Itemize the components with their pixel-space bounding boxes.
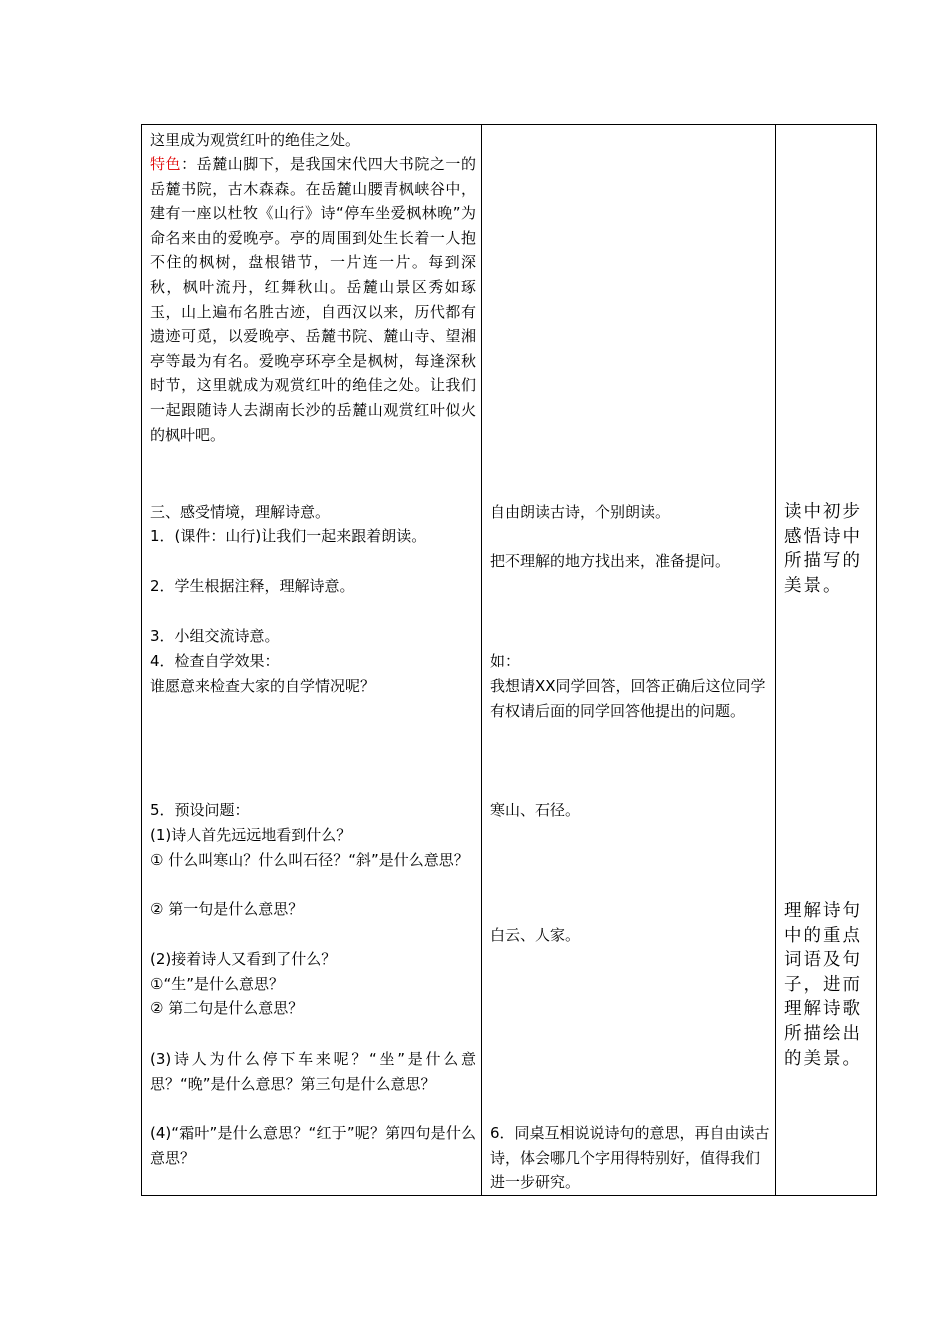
lesson-plan-table [141,124,877,1196]
feature-text: ：岳麓山脚下，是我国宋代四大书院之一的岳麓书院，古木森森。在岳麓山腰青枫峡谷中，建有一座以杜牧《山行》诗“停车坐爱枫林晚”为命名来由的爱晚亭。亭的周围到处生长着一人抱不住的枫树，盘根错节，一片连一片。每到深秋，枫叶流丹，红舞秋山。岳麓山景区秀如琢玉，山上遍布名胜古迹，自西汉以来，历代都有遗迹可觅，以爱晚亭、岳麓书院、麓山寺、望湘亭等最为有名。爱晚亭环亭全是枫树，每逢深秋时节，这里就成为观赏红叶的绝佳之处。让我们一起跟随诗人去湖南长沙的岳麓山观赏红叶似火的枫叶吧。 [150,155,476,444]
example-text: 我想请XX同学回答，回答正确后这位同学有权请后面的同学回答他提出的问题。 [490,677,766,720]
step-6: 6．同桌互相说说诗句的意思，再自由读古诗，体会哪几个字用得特别好，值得我们进一步研究。 [490,1124,770,1192]
question-2b: ② 第二句是什么意思？ [150,999,304,1017]
question-1: (1)诗人首先远远地看到什么？ [150,826,352,844]
question-3: (3)诗人为什么停下车来呢？“坐”是什么意思？“晚”是什么意思？第三句是什么意思？ [150,1050,476,1093]
section3-title: 三、感受情境，理解诗意。 [150,503,331,521]
design-intent-column [784,125,872,1195]
step-2: 2．学生根据注释，理解诗意。 [150,577,355,595]
question-1b: ② 第一句是什么意思？ [150,900,304,918]
step-1: 1．(课件：山行)让我们一起来跟着朗读。 [150,527,427,545]
intent-note-2: 理解诗句中的重点词语及句子，进而理解诗歌所描绘出的美景。 [784,901,862,1069]
intro-line: 这里成为观赏红叶的绝佳之处。 [150,131,361,149]
step-4-question: 谁愿意来检查大家的自学情况呢？ [150,677,376,695]
question-2a: ①“生”是什么意思？ [150,975,284,993]
step-5: 5．预设问题： [150,801,250,819]
column-divider-2 [775,125,776,1195]
answer-2: 白云、人家。 [490,926,581,944]
student-activity-column [490,125,774,1195]
feature-label: 特色 [150,155,182,173]
example-label: 如： [490,652,521,670]
step-4: 4．检查自学效果： [150,652,280,670]
intent-note-1: 读中初步感悟诗中所描写的美景。 [784,502,862,596]
column-divider-1 [481,125,482,1195]
answer-1: 寒山、石径。 [490,801,581,819]
teaching-process-column [150,125,476,1195]
question-4: (4)“霜叶”是什么意思？“红于”呢？第四句是什么意思？ [150,1124,476,1167]
question-2: (2)接着诗人又看到了什么？ [150,950,337,968]
question-1a: ① 什么叫寒山？什么叫石径？“斜”是什么意思？ [150,851,469,869]
step-3: 3．小组交流诗意。 [150,627,280,645]
find-questions: 把不理解的地方找出来，准备提问。 [490,552,731,570]
feature-paragraph [150,152,476,447]
read-aloud: 自由朗读古诗，个别朗读。 [490,503,671,521]
